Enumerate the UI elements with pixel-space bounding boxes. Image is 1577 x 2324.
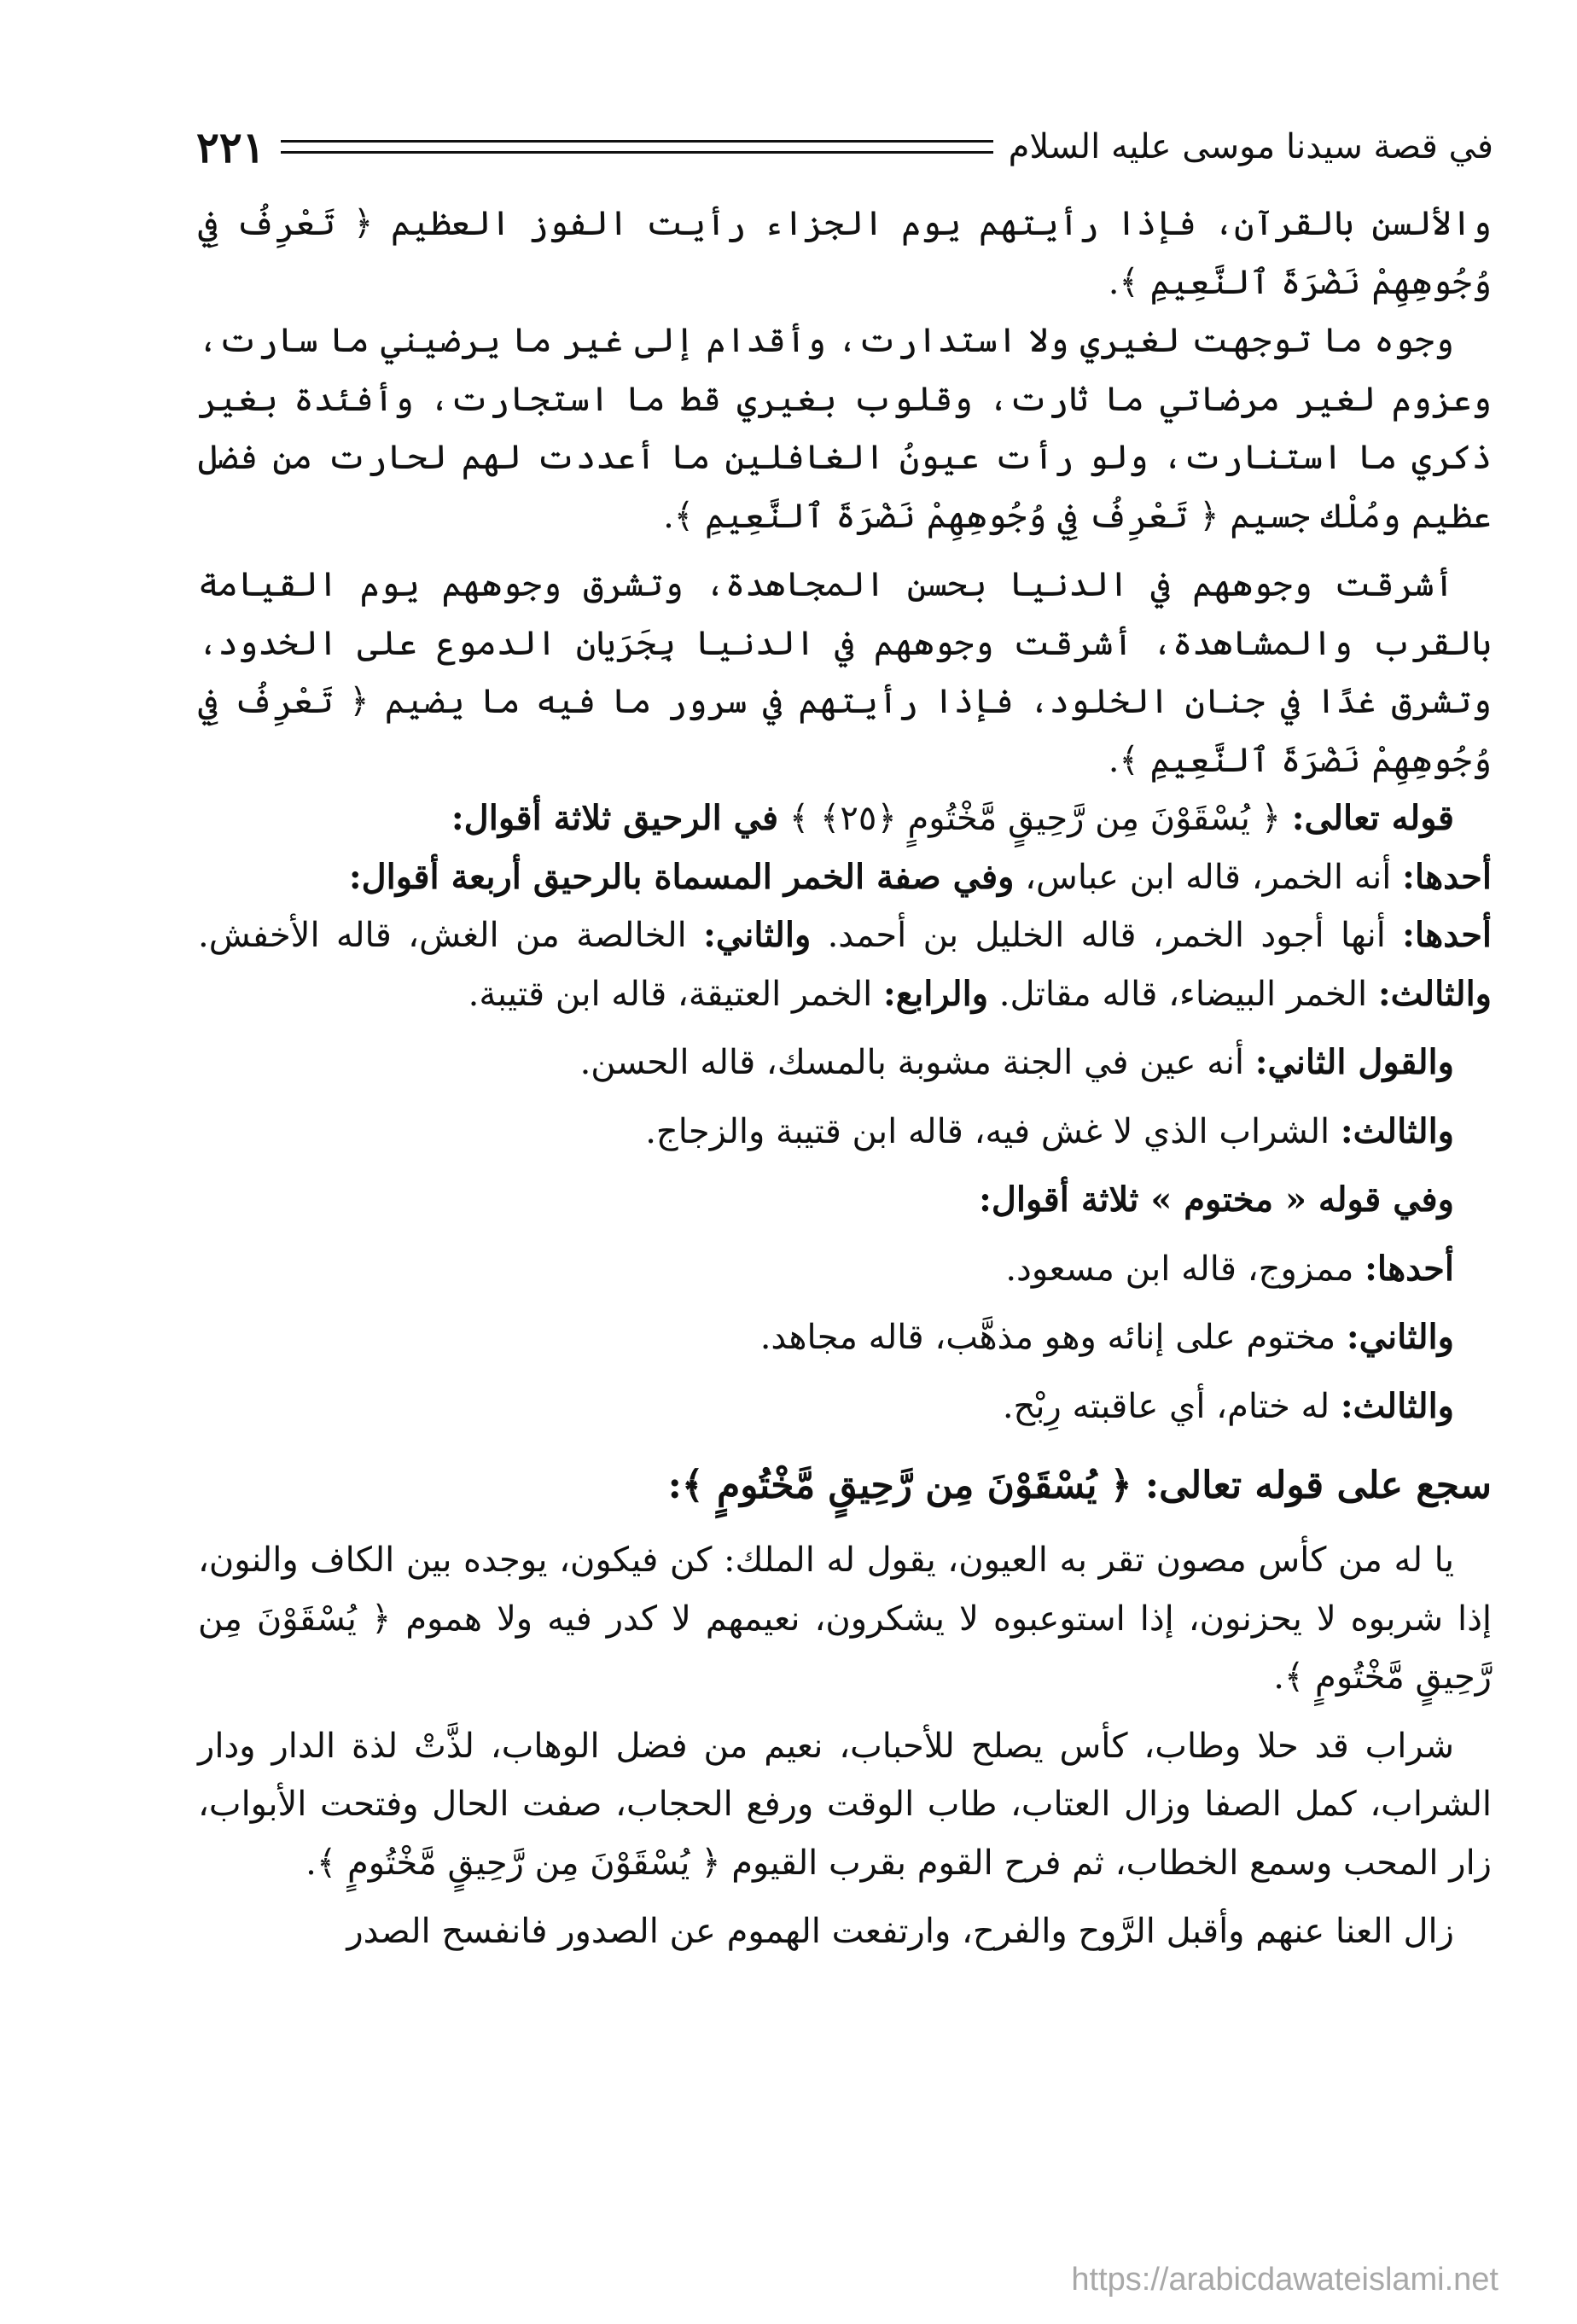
item-text: له ختام، أي عاقبته رِبْح.: [1002, 1386, 1330, 1426]
item-label: والثالث:: [1340, 1385, 1454, 1426]
item-label: وفي قوله « مختوم » ثلاثة أقوال:: [979, 1179, 1454, 1220]
header-double-rule: [281, 140, 993, 154]
paragraph-3: أشرقت وجوههم في الدنيا بحسن المجاهدة، وتشرق وجوههم يوم القيامة بالقرب والمشاهدة، أشرقت وجوههم في الدنيا بِجَرَيان الدموع على الخدود، وتشرق غدًا في جنان الخلود، فإذا رأيتهم في سرور ما فيه ما يضيم ﴿ تَعْرِفُ فِي وُجُوهِهِمْ نَضْرَةَ ٱلنَّعِيمِ ﴾.: [198, 565, 1492, 780]
running-title: في قصة سيدنا موسى عليه السلام: [1008, 127, 1493, 166]
text-1: أنها أجود الخمر، قاله الخليل بن أحمد.: [827, 916, 1386, 955]
page-header: [196, 119, 1493, 174]
list-item: [198, 1034, 1492, 1092]
text-2: الخالصة من الغش، قاله الأخفش.: [198, 916, 687, 955]
paragraph-verse-25: [198, 789, 1492, 848]
section-heading: سجع على قوله تعالى: ﴿ يُسْقَوْنَ مِن رَّحِيقٍ مَّخْتُومٍ ﴾:: [667, 1464, 1492, 1507]
item-label: أحدها:: [1365, 1248, 1454, 1289]
quran-quote: ﴿ يُسْقَوْنَ مِن رَّحِيقٍ مَّخْتُومٍ ﴿٢٥﴾ ﴾: [788, 799, 1282, 838]
paragraph-8: شراب قد حلا وطاب، كأس يصلح للأحباب، نعيم من فضل الوهاب، لذَّتْ لذة الدار ودار الشراب، كمل الصفا وزال العتاب، طاب الوقت ورفع الحجاب، صفت الحال وفتحت الأبواب، زار المحب وسمع الخطاب، ثم فرح القوم بقرب القيوم ﴿ يُسْقَوْنَ مِن رَّحِيقٍ مَّخْتُومٍ ﴾.: [198, 1726, 1492, 1883]
paragraph-1: والألسن بالقرآن، فإذا رأيتهم يوم الجزاء رأيت الفوز العظيم ﴿ تَعْرِفُ فِي وُجُوهِهِمْ نَضْرَةَ ٱلنَّعِيمِ ﴾.: [198, 204, 1492, 302]
list-item: [198, 1240, 1492, 1299]
paragraph-first-saying: [198, 848, 1492, 907]
paragraph-9: زال العنا عنهم وأقبل الرَّوح والفرح، وارتفعت الهموم عن الصدور فانفسح الصدر: [346, 1912, 1454, 1951]
item-text: أنه عين في الجنة مشوبة بالمسك، قاله الحسن.: [579, 1043, 1244, 1082]
text-first-saying: أنه الخمر، قاله ابن عباس،: [1025, 857, 1392, 897]
paragraph-2: وجوه ما توجهت لغيري ولا استدارت، وأقدام إلى غير ما يرضيني ما سارت، وعزوم لغير مرضاتي ما ثارت، وقلوب بغيري قط ما استجارت، وأفئدة بغير ذكري ما استنارت، ولو رأت عيونُ الغافلين ما أعددت لهم لحارت من فضل عظيم ومُلْك جسيم ﴿ تَعْرِفُ فِي وُجُوهِهِمْ نَضْرَةَ ٱلنَّعِيمِ ﴾.: [198, 321, 1492, 536]
label-four-sayings: وفي صفة الخمر المسماة بالرحيق أربعة أقوال:: [348, 856, 1015, 897]
text-3: الخمر البيضاء، قاله مقاتل.: [998, 974, 1368, 1014]
label-qawluhu: قوله تعالى:: [1291, 798, 1454, 838]
item-label: والقول الثاني:: [1254, 1042, 1454, 1082]
item-text: ممزوج، قاله ابن مسعود.: [1005, 1249, 1354, 1289]
paragraph-four-sayings: [198, 906, 1492, 1023]
list-item: [198, 1103, 1492, 1162]
item-text: الشراب الذي لا غش فيه، قاله ابن قتيبة والزجاج.: [645, 1111, 1330, 1151]
label-4: والرابع:: [883, 973, 989, 1014]
text-4: الخمر العتيقة، قاله ابن قتيبة.: [468, 974, 873, 1014]
page-number: ٢٢١: [196, 121, 265, 172]
paragraph-7: يا له من كأس مصون تقر به العيون، يقول له الملك: كن فيكون، يوجده بين الكاف والنون، إذا شربوه لا يحزنون، إذا استوعبوه لا يشكرون، نعيمهم لا كدر فيه ولا هموم ﴿ يُسْقَوْنَ مِن رَّحِيقٍ مَّخْتُومٍ ﴾.: [198, 1541, 1492, 1697]
item-label: والثاني:: [1346, 1317, 1454, 1357]
item-label: والثالث:: [1340, 1110, 1454, 1151]
item-text: مختوم على إنائه وهو مذهَّب، قاله مجاهد.: [759, 1318, 1336, 1357]
label-ahaduha: أحدها:: [1402, 856, 1492, 897]
page-body: [198, 195, 1492, 1961]
label-three-sayings: في الرحيق ثلاثة أقوال:: [451, 798, 779, 838]
label-2: والثاني:: [703, 915, 812, 955]
list-item: [198, 1308, 1492, 1367]
list-item: [198, 1171, 1492, 1230]
label-1: أحدها:: [1402, 915, 1493, 955]
label-3: والثالث:: [1377, 973, 1492, 1014]
list-item: [198, 1378, 1492, 1436]
watermark-url: https://arabicdawateislami.net: [1071, 2262, 1498, 2298]
